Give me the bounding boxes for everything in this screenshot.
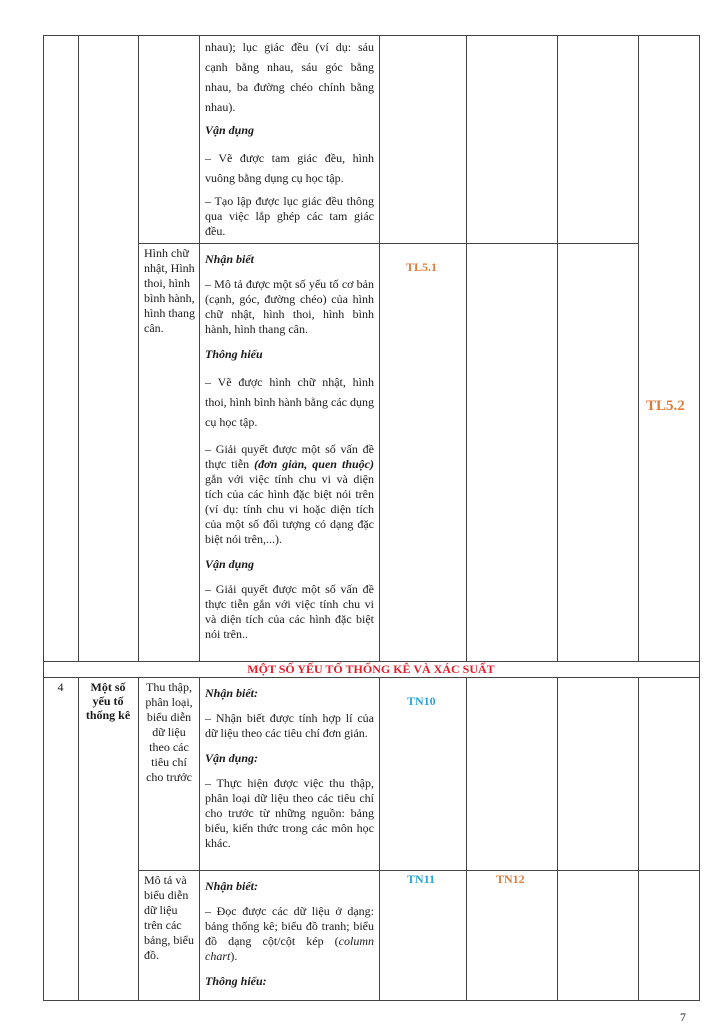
row3-text-1: – Nhận biết được tính hợp lí của dữ liệu theo các tiêu chí đơn giản. (205, 711, 374, 740)
row2-text-2-span: – Vẽ được hình chữ nhật, hình thoi, hình bình hành bằng các dụng cụ học tập. (205, 375, 374, 429)
page-number: 7 (680, 1010, 686, 1024)
row3-index: 4 (57, 680, 64, 694)
section-title: MỘT SỐ YẾU TỐ THỐNG KÊ VÀ XÁC SUẤT (247, 662, 495, 676)
row3-content (205, 686, 374, 861)
table-border-right (699, 35, 700, 1000)
row4-subtopic: Mô tả và biểu diễn dữ liệu trên các bảng, biểu đồ. (144, 873, 194, 962)
row2-content (205, 252, 374, 652)
code-tl5-2: TL5.2 (646, 398, 685, 414)
row-divider-section-bottom (43, 677, 700, 678)
col-divider-2a (138, 35, 139, 661)
table-border-left (43, 35, 44, 1000)
col-divider-6a (557, 35, 558, 661)
row2-topic: Hình chữ nhật, Hình thoi, hình bình hành, hình thang cân. (144, 246, 195, 335)
row2-text-1: – Mô tả được một số yếu tố cơ bản (cạnh, góc, đường chéo) của hình chữ nhật, hình thoi, hình bình hành, hình thang cân. (205, 277, 374, 336)
row4-text-1b: column chart (205, 934, 374, 963)
col-divider-2b (138, 677, 139, 1000)
code-tn11: TN11 (407, 872, 436, 886)
row2-text-4: – Giải quyết được một số vấn đề thực tiễn gắn với việc tính chu vi và diện tích của các hình đặc biệt nói trên.. (205, 582, 374, 641)
table-border-bottom (43, 1000, 700, 1001)
col-divider-3a (199, 35, 200, 661)
row2-text-2 (205, 372, 374, 432)
col-divider-7b (638, 677, 639, 1000)
col-divider-5a (466, 35, 467, 661)
col-divider-4b (379, 677, 380, 1000)
row1-text-1: nhau); lục giác đều (ví dụ: sáu cạnh bằng nhau, sáu góc bằng nhau, ba đường chéo chính bằng nhau). (205, 40, 374, 114)
row3-heading-nhanbiet: Nhận biết: (205, 686, 259, 700)
row3-heading-vandung: Vận dụng: (205, 751, 259, 765)
row4-text-1a: – Đọc được các dữ liệu ở dạng: bảng thống kê; biểu đồ tranh; biểu đồ dạng cột/cột kép ( (205, 904, 374, 948)
row-divider-3 (138, 870, 700, 871)
col-divider-4a (379, 35, 380, 661)
code-tn10: TN10 (407, 694, 436, 708)
col-divider-6b (557, 677, 558, 1000)
row4-content (205, 879, 374, 999)
row2-text-3 (205, 442, 374, 547)
row2-text-3c: gắn với việc tính chu vi và diện tích của các hình đặc biệt nói trên (ví dụ: tính chu vi hoặc diện tích của một số đối tượng có dạng đặc biệt nói trên,...). (205, 472, 374, 546)
col-divider-1a (78, 35, 79, 661)
row3-text-2: – Thực hiện được việc thu thập, phân loại dữ liệu theo các tiêu chí cho trước từ những nguồn: bảng biểu, kiến thức trong các môn học khác. (205, 776, 374, 850)
col-divider-7a (638, 35, 639, 661)
row1-content (205, 37, 374, 249)
row1-text-3: – Tạo lập được lục giác đều thông qua việc lắp ghép các tam giác đều. (205, 194, 374, 238)
row3-topic: Một số yếu tố thống kê (85, 680, 131, 722)
row3-subtopic: Thu thập, phân loại, biểu diễn dữ liệu theo các tiêu chí cho trước (145, 680, 193, 784)
row4-heading-thonghieu: Thông hiểu: (205, 974, 267, 988)
row1-text-2: – Vẽ được tam giác đều, hình vuông bằng dụng cụ học tập. (205, 151, 374, 185)
row4-heading-nhanbiet: Nhận biết: (205, 879, 259, 893)
row2-text-3b: (đơn giản, quen thuộc) (254, 457, 374, 471)
col-divider-5b (466, 677, 467, 1000)
col-divider-1b (78, 677, 79, 1000)
code-tl5-1: TL5.1 (406, 260, 438, 274)
table-border-top (43, 35, 700, 36)
row1-heading-vandung: Vận dụng (205, 123, 255, 137)
row4-text-1c: ). (230, 949, 238, 963)
row2-heading-nhanbiet: Nhận biết (205, 252, 255, 266)
row2-heading-thonghieu: Thông hiểu (205, 347, 263, 361)
row2-heading-vandung: Vận dụng (205, 557, 255, 571)
row4-text-1 (205, 904, 374, 964)
col-divider-3b (199, 677, 200, 1000)
row2-text-3a: – Giải quyết được một số vấn đề thực tiễn (205, 442, 374, 471)
code-tn12: TN12 (496, 872, 525, 886)
